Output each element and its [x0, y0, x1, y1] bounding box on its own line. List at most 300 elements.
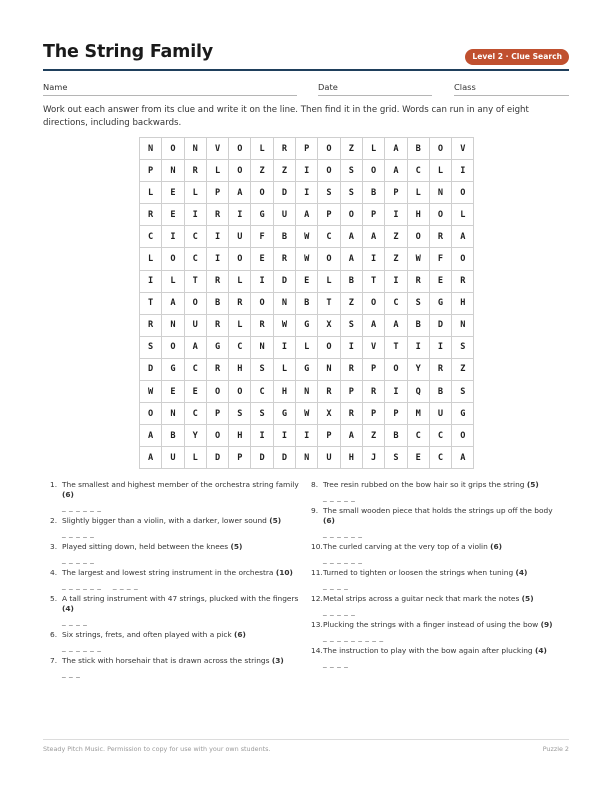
grid-cell[interactable]: I	[296, 182, 318, 204]
clue-length: (6)	[323, 516, 335, 525]
grid-cell[interactable]: A	[385, 160, 407, 182]
grid-cell[interactable]: G	[296, 314, 318, 336]
grid-cell[interactable]: B	[407, 314, 429, 336]
grid-cell[interactable]: U	[273, 204, 295, 226]
grid-cell[interactable]: C	[184, 248, 206, 270]
grid-row	[140, 160, 474, 182]
clue-length: (6)	[234, 630, 246, 639]
grid-cell[interactable]: C	[318, 226, 340, 248]
grid-cell[interactable]: C	[429, 447, 451, 469]
grid-row	[140, 248, 474, 270]
grid-cell[interactable]: L	[407, 182, 429, 204]
grid-cell[interactable]: I	[184, 204, 206, 226]
grid-cell[interactable]: D	[206, 447, 228, 469]
clue-item	[311, 568, 566, 591]
answer-blanks[interactable]: _ _ _ _ _ _ _ _ _	[323, 633, 384, 642]
grid-cell[interactable]: H	[452, 292, 474, 314]
grid-cell[interactable]: I	[407, 336, 429, 358]
grid-cell[interactable]: R	[318, 381, 340, 403]
grid-cell[interactable]: H	[229, 358, 251, 380]
grid-cell[interactable]: G	[273, 403, 295, 425]
grid-cell[interactable]: A	[340, 248, 362, 270]
clue-length: (5)	[521, 594, 534, 603]
grid-cell[interactable]: S	[452, 381, 474, 403]
grid-cell[interactable]: E	[184, 381, 206, 403]
grid-cell[interactable]: R	[140, 204, 162, 226]
grid-cell[interactable]: O	[229, 248, 251, 270]
answer-blanks[interactable]: _ _ _ _	[323, 659, 349, 668]
grid-cell[interactable]: H	[229, 425, 251, 447]
clue-item	[50, 542, 305, 565]
grid-cell[interactable]: Y	[407, 358, 429, 380]
grid-cell[interactable]: N	[296, 381, 318, 403]
grid-cell[interactable]: O	[407, 226, 429, 248]
grid-cell[interactable]: C	[407, 425, 429, 447]
grid-cell[interactable]: W	[296, 403, 318, 425]
grid-cell[interactable]: R	[251, 314, 273, 336]
grid-cell[interactable]: I	[385, 381, 407, 403]
grid-cell[interactable]: O	[452, 248, 474, 270]
grid-cell[interactable]: N	[162, 160, 184, 182]
grid-cell[interactable]: O	[206, 381, 228, 403]
grid-cell[interactable]: L	[362, 138, 384, 160]
clue-item	[50, 594, 305, 627]
grid-cell[interactable]: P	[140, 160, 162, 182]
grid-cell[interactable]: D	[273, 182, 295, 204]
grid-cell[interactable]: O	[162, 138, 184, 160]
grid-cell[interactable]: P	[229, 447, 251, 469]
grid-cell[interactable]: O	[162, 336, 184, 358]
grid-cell[interactable]: M	[407, 403, 429, 425]
grid-cell[interactable]: P	[206, 182, 228, 204]
grid-cell[interactable]: A	[385, 138, 407, 160]
grid-cell[interactable]: A	[229, 182, 251, 204]
grid-cell[interactable]: I	[229, 204, 251, 226]
grid-cell[interactable]: B	[429, 381, 451, 403]
grid-cell[interactable]: N	[184, 138, 206, 160]
clue-text: Plucking the strings with a finger instead of using the bow	[323, 620, 539, 629]
clue-number: 11.	[311, 568, 323, 577]
grid-cell[interactable]: I	[340, 336, 362, 358]
grid-cell[interactable]: I	[206, 226, 228, 248]
grid-cell[interactable]: O	[318, 160, 340, 182]
name-label: Name	[43, 82, 68, 92]
grid-cell[interactable]: R	[206, 204, 228, 226]
grid-cell[interactable]: G	[296, 358, 318, 380]
grid-cell[interactable]: O	[340, 204, 362, 226]
student-fields	[43, 82, 569, 96]
grid-cell[interactable]: G	[251, 204, 273, 226]
grid-cell[interactable]: P	[318, 204, 340, 226]
grid-cell[interactable]: N	[162, 403, 184, 425]
footer-copyright: Steady Pitch Music. Permission to copy for use with your own students.	[43, 745, 271, 753]
grid-cell[interactable]: E	[429, 270, 451, 292]
grid-cell[interactable]: N	[140, 138, 162, 160]
grid-cell[interactable]: Z	[452, 358, 474, 380]
grid-cell[interactable]: P	[340, 381, 362, 403]
grid-cell[interactable]: L	[162, 270, 184, 292]
grid-cell[interactable]: U	[184, 314, 206, 336]
grid-cell[interactable]: S	[340, 314, 362, 336]
grid-cell[interactable]: L	[206, 160, 228, 182]
clue-item	[50, 568, 305, 591]
grid-cell[interactable]: A	[452, 447, 474, 469]
grid-cell[interactable]: Z	[340, 292, 362, 314]
clue-text: The instruction to play with the bow again after plucking	[323, 646, 533, 655]
clue-number: 3.	[50, 542, 58, 551]
answer-blanks[interactable]: _ _ _ _ _	[62, 555, 95, 564]
clue-item	[311, 506, 566, 539]
grid-cell[interactable]: I	[296, 160, 318, 182]
grid-cell[interactable]: Z	[251, 160, 273, 182]
grid-cell[interactable]: L	[229, 314, 251, 336]
clue-number: 2.	[50, 516, 58, 525]
grid-cell[interactable]: E	[162, 204, 184, 226]
grid-cell[interactable]: I	[385, 204, 407, 226]
grid-cell[interactable]: D	[251, 447, 273, 469]
grid-cell[interactable]: N	[251, 336, 273, 358]
grid-row	[140, 270, 474, 292]
grid-cell[interactable]: D	[429, 314, 451, 336]
grid-cell[interactable]: T	[140, 292, 162, 314]
grid-cell[interactable]: R	[206, 358, 228, 380]
grid-cell[interactable]: C	[184, 403, 206, 425]
grid-cell[interactable]: L	[273, 358, 295, 380]
grid-cell[interactable]: F	[429, 248, 451, 270]
grid-cell[interactable]: N	[273, 292, 295, 314]
grid-cell[interactable]: O	[429, 204, 451, 226]
level-badge: Level 2 · Clue Search	[465, 49, 569, 65]
answer-blanks[interactable]: _ _ _	[62, 669, 81, 678]
grid-cell[interactable]: L	[296, 336, 318, 358]
grid-cell[interactable]: I	[296, 425, 318, 447]
grid-cell[interactable]: W	[407, 248, 429, 270]
grid-row	[140, 292, 474, 314]
grid-cell[interactable]: F	[251, 226, 273, 248]
grid-cell[interactable]: A	[340, 226, 362, 248]
grid-cell[interactable]: S	[407, 292, 429, 314]
grid-cell[interactable]: Z	[273, 160, 295, 182]
grid-cell[interactable]: X	[318, 314, 340, 336]
clue-item	[50, 630, 305, 653]
grid-cell[interactable]: O	[184, 292, 206, 314]
grid-cell[interactable]: N	[296, 447, 318, 469]
grid-row	[140, 226, 474, 248]
grid-cell[interactable]: O	[229, 381, 251, 403]
grid-cell[interactable]: Z	[385, 248, 407, 270]
grid-cell[interactable]: A	[385, 314, 407, 336]
clues-left-column	[50, 480, 305, 679]
grid-cell[interactable]: C	[407, 160, 429, 182]
grid-cell[interactable]: L	[251, 138, 273, 160]
grid-cell[interactable]: D	[273, 270, 295, 292]
grid-cell[interactable]: L	[429, 160, 451, 182]
grid-cell[interactable]: Z	[340, 138, 362, 160]
clue-text: Tree resin rubbed on the bow hair so it grips the string	[323, 480, 525, 489]
grid-cell[interactable]: O	[362, 160, 384, 182]
grid-cell[interactable]: W	[296, 226, 318, 248]
clues-right-column	[311, 480, 566, 669]
grid-row	[140, 204, 474, 226]
grid-cell[interactable]: I	[362, 248, 384, 270]
grid-cell[interactable]: C	[184, 226, 206, 248]
grid-cell[interactable]: S	[340, 182, 362, 204]
grid-row	[140, 358, 474, 380]
grid-cell[interactable]: G	[429, 292, 451, 314]
grid-cell[interactable]: O	[251, 292, 273, 314]
answer-blanks[interactable]: _ _ _ _ _ _	[323, 529, 363, 538]
clue-text: Metal strips across a guitar neck that mark the notes	[323, 594, 520, 603]
grid-cell[interactable]: I	[429, 336, 451, 358]
footer-rule	[43, 739, 569, 740]
name-field[interactable]	[43, 82, 297, 96]
grid-cell[interactable]: A	[162, 292, 184, 314]
grid-cell[interactable]: I	[140, 270, 162, 292]
grid-cell[interactable]: P	[296, 138, 318, 160]
grid-cell[interactable]: S	[385, 447, 407, 469]
grid-cell[interactable]: G	[162, 358, 184, 380]
grid-cell[interactable]: E	[296, 270, 318, 292]
grid-cell[interactable]: B	[385, 425, 407, 447]
grid-cell[interactable]: L	[184, 182, 206, 204]
grid-cell[interactable]: R	[184, 160, 206, 182]
grid-cell[interactable]: O	[318, 138, 340, 160]
answer-blanks[interactable]: _ _ _ _	[323, 581, 349, 590]
grid-cell[interactable]: E	[407, 447, 429, 469]
grid-cell[interactable]: T	[184, 270, 206, 292]
grid-cell[interactable]: P	[362, 358, 384, 380]
grid-cell[interactable]: B	[362, 182, 384, 204]
clue-length: (4)	[534, 646, 547, 655]
grid-cell[interactable]: W	[273, 314, 295, 336]
grid-cell[interactable]: A	[296, 204, 318, 226]
grid-cell[interactable]: L	[140, 248, 162, 270]
title-rule	[43, 69, 569, 71]
grid-cell[interactable]: O	[362, 292, 384, 314]
answer-blanks[interactable]: _ _ _ _ _	[323, 607, 356, 616]
instructions: Work out each answer from its clue and write it on the line. Then find it in the grid. Words can run in any of eight directions, including backwards.	[43, 105, 529, 128]
grid-cell[interactable]: W	[296, 248, 318, 270]
grid-cell[interactable]: A	[140, 425, 162, 447]
answer-blanks[interactable]: _ _ _ _ _ _ _ _ _ _	[62, 581, 139, 590]
grid-cell[interactable]: Z	[362, 425, 384, 447]
grid-cell[interactable]: N	[429, 182, 451, 204]
grid-cell[interactable]: I	[452, 160, 474, 182]
clue-item	[311, 594, 566, 617]
grid-cell[interactable]: X	[318, 403, 340, 425]
grid-row	[140, 138, 474, 160]
grid-cell[interactable]: E	[162, 381, 184, 403]
grid-cell[interactable]: H	[407, 204, 429, 226]
grid-cell[interactable]: S	[452, 336, 474, 358]
grid-cell[interactable]: R	[206, 270, 228, 292]
grid-cell[interactable]: P	[362, 403, 384, 425]
grid-cell[interactable]: O	[229, 138, 251, 160]
clue-number: 10.	[311, 542, 323, 551]
grid-cell[interactable]: P	[385, 182, 407, 204]
grid-cell[interactable]: L	[140, 182, 162, 204]
grid-cell[interactable]: N	[318, 358, 340, 380]
grid-cell[interactable]: S	[251, 403, 273, 425]
clue-length: (3)	[271, 656, 284, 665]
clue-length: (6)	[490, 542, 503, 551]
clue-number: 12.	[311, 594, 323, 603]
grid-cell[interactable]: O	[229, 160, 251, 182]
grid-cell[interactable]: P	[385, 403, 407, 425]
grid-cell[interactable]: I	[385, 270, 407, 292]
grid-cell[interactable]: U	[429, 403, 451, 425]
grid-cell[interactable]: R	[407, 270, 429, 292]
grid-cell[interactable]: Y	[184, 425, 206, 447]
answer-blanks[interactable]: _ _ _ _ _ _	[323, 555, 363, 564]
grid-cell[interactable]: I	[206, 248, 228, 270]
grid-cell[interactable]: L	[318, 270, 340, 292]
grid-cell[interactable]: U	[318, 447, 340, 469]
clue-number: 7.	[50, 656, 58, 665]
grid-cell[interactable]: B	[162, 425, 184, 447]
answer-blanks[interactable]: _ _ _ _	[62, 617, 88, 626]
grid-cell[interactable]: J	[362, 447, 384, 469]
clue-number: 8.	[311, 480, 319, 489]
grid-cell[interactable]: L	[184, 447, 206, 469]
grid-cell[interactable]: T	[385, 336, 407, 358]
grid-cell[interactable]: O	[140, 403, 162, 425]
grid-cell[interactable]: R	[429, 226, 451, 248]
class-field[interactable]	[454, 82, 569, 96]
grid-cell[interactable]: A	[362, 314, 384, 336]
grid-cell[interactable]: R	[273, 138, 295, 160]
grid-cell[interactable]: S	[340, 160, 362, 182]
grid-cell[interactable]: D	[273, 447, 295, 469]
clue-length: (4)	[515, 568, 528, 577]
grid-cell[interactable]: R	[140, 314, 162, 336]
grid-cell[interactable]: G	[452, 403, 474, 425]
grid-cell[interactable]: O	[206, 425, 228, 447]
grid-cell[interactable]: C	[429, 425, 451, 447]
grid-cell[interactable]: O	[162, 248, 184, 270]
grid-cell[interactable]: H	[273, 381, 295, 403]
grid-cell[interactable]: O	[251, 182, 273, 204]
grid-cell[interactable]: O	[452, 182, 474, 204]
clue-text: Slightly bigger than a violin, with a darker, lower sound	[62, 516, 267, 525]
clue-number: 5.	[50, 594, 58, 603]
grid-cell[interactable]: C	[229, 336, 251, 358]
grid-cell[interactable]: V	[452, 138, 474, 160]
grid-cell[interactable]: A	[362, 226, 384, 248]
grid-cell[interactable]: S	[251, 358, 273, 380]
grid-cell[interactable]: B	[206, 292, 228, 314]
grid-cell[interactable]: A	[184, 336, 206, 358]
grid-cell[interactable]: B	[407, 138, 429, 160]
grid-cell[interactable]: U	[229, 226, 251, 248]
grid-cell[interactable]: I	[273, 336, 295, 358]
grid-cell[interactable]: E	[251, 248, 273, 270]
grid-cell[interactable]: L	[229, 270, 251, 292]
grid-cell[interactable]: O	[318, 248, 340, 270]
grid-cell[interactable]: I	[251, 270, 273, 292]
grid-cell[interactable]: V	[206, 138, 228, 160]
grid-row	[140, 447, 474, 469]
grid-cell[interactable]: R	[229, 292, 251, 314]
clue-item	[50, 480, 305, 513]
grid-cell[interactable]: W	[140, 381, 162, 403]
answer-blanks[interactable]: _ _ _ _ _	[62, 529, 95, 538]
grid-cell[interactable]: D	[140, 358, 162, 380]
grid-cell[interactable]: A	[140, 447, 162, 469]
grid-cell[interactable]: B	[340, 270, 362, 292]
answer-blanks[interactable]: _ _ _ _ _ _	[62, 503, 102, 512]
grid-cell[interactable]: S	[140, 336, 162, 358]
clue-length: (5)	[526, 480, 539, 489]
clue-number: 1.	[50, 480, 58, 489]
date-field[interactable]	[318, 82, 432, 96]
clue-text: The stick with horsehair that is drawn across the strings	[62, 656, 270, 665]
grid-cell[interactable]: V	[362, 336, 384, 358]
grid-cell[interactable]: P	[206, 403, 228, 425]
grid-cell[interactable]: O	[385, 358, 407, 380]
answer-blanks[interactable]: _ _ _ _ _ _	[62, 643, 102, 652]
grid-cell[interactable]: C	[385, 292, 407, 314]
clue-length: (5)	[230, 542, 243, 551]
grid-cell[interactable]: T	[362, 270, 384, 292]
grid-cell[interactable]: S	[229, 403, 251, 425]
clue-number: 9.	[311, 506, 319, 515]
grid-cell[interactable]: R	[452, 270, 474, 292]
grid-cell[interactable]: A	[452, 226, 474, 248]
grid-cell[interactable]: L	[452, 204, 474, 226]
grid-cell[interactable]: E	[162, 182, 184, 204]
grid-cell[interactable]: R	[273, 248, 295, 270]
answer-blanks[interactable]: _ _ _ _ _	[323, 493, 356, 502]
grid-cell[interactable]: I	[273, 425, 295, 447]
clue-text: A tall string instrument with 47 strings, plucked with the fingers	[62, 594, 299, 603]
grid-cell[interactable]: B	[273, 226, 295, 248]
clue-item	[311, 620, 566, 643]
grid-cell[interactable]: I	[162, 226, 184, 248]
grid-cell[interactable]: T	[318, 292, 340, 314]
grid-cell[interactable]: R	[429, 358, 451, 380]
grid-cell[interactable]: I	[251, 425, 273, 447]
grid-cell[interactable]: S	[318, 182, 340, 204]
grid-cell[interactable]: R	[362, 381, 384, 403]
grid-cell[interactable]: P	[362, 204, 384, 226]
grid-cell[interactable]: A	[340, 425, 362, 447]
grid-cell[interactable]: O	[318, 336, 340, 358]
grid-cell[interactable]: N	[452, 314, 474, 336]
clue-item	[311, 480, 566, 503]
clue-text: Turned to tighten or loosen the strings when tuning	[323, 568, 514, 577]
grid-cell[interactable]: R	[340, 403, 362, 425]
grid-cell[interactable]: H	[340, 447, 362, 469]
grid-row	[140, 425, 474, 447]
grid-cell[interactable]: C	[251, 381, 273, 403]
grid-cell[interactable]: R	[206, 314, 228, 336]
clue-length: (9)	[540, 620, 553, 629]
grid-cell[interactable]: R	[340, 358, 362, 380]
grid-cell[interactable]: U	[162, 447, 184, 469]
grid-cell[interactable]: P	[318, 425, 340, 447]
grid-cell[interactable]: G	[206, 336, 228, 358]
grid-cell[interactable]: C	[140, 226, 162, 248]
clue-text: The small wooden piece that holds the strings up off the body	[323, 506, 553, 515]
grid-cell[interactable]: C	[184, 358, 206, 380]
grid-cell[interactable]: O	[429, 138, 451, 160]
grid-cell[interactable]: O	[452, 425, 474, 447]
grid-cell[interactable]: Z	[385, 226, 407, 248]
grid-cell[interactable]: Q	[407, 381, 429, 403]
grid-cell[interactable]: N	[162, 314, 184, 336]
grid-cell[interactable]: B	[296, 292, 318, 314]
